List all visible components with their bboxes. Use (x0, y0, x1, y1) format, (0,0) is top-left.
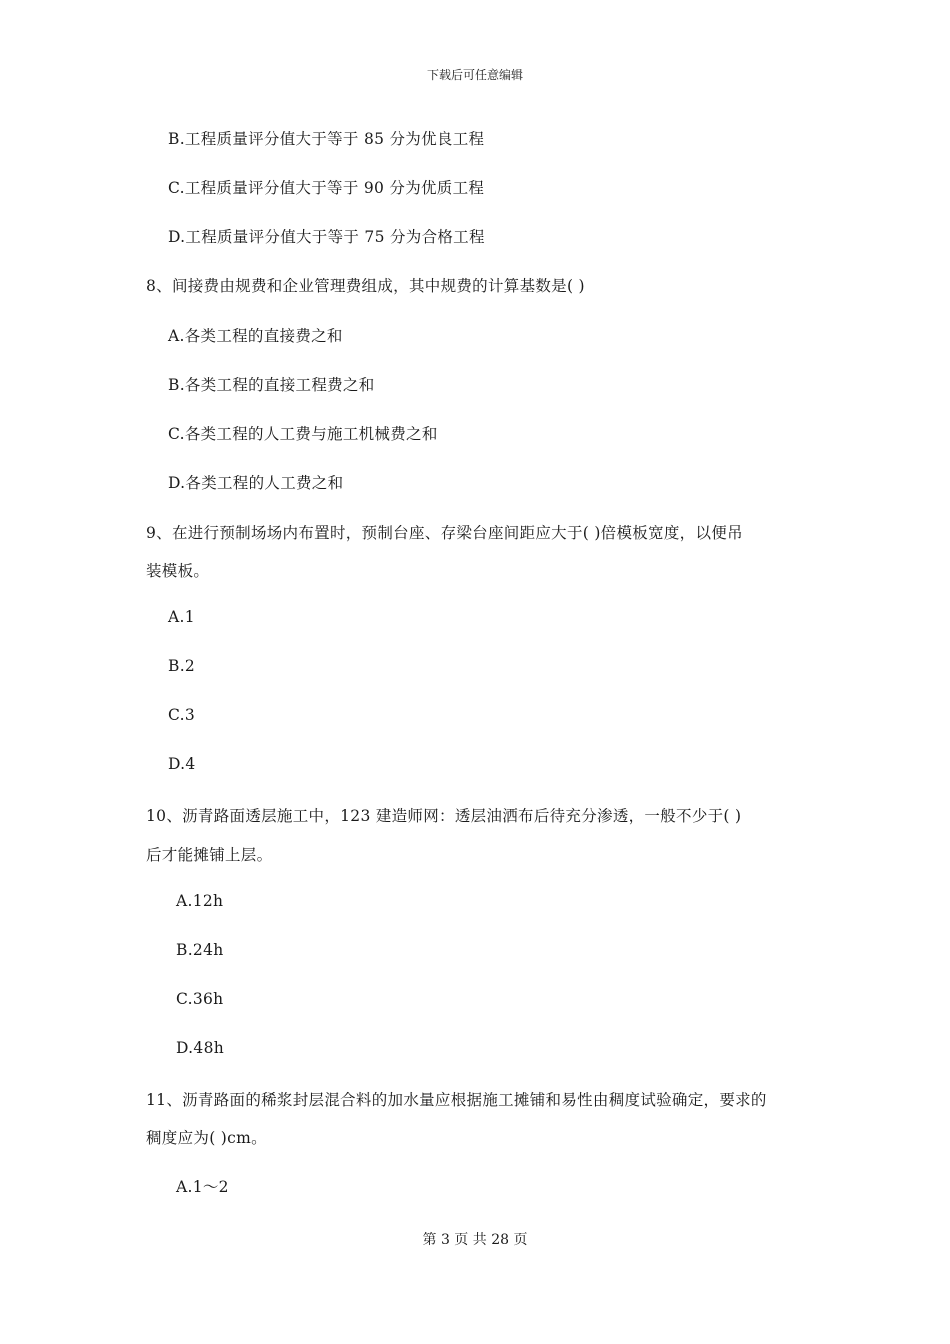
question-9-line-1: 9、在进行预制场场内布置时，预制台座、存梁台座间距应大于( )倍模板宽度，以便吊 (146, 524, 743, 542)
question-11-line-2: 稠度应为( )cm。 (146, 1129, 267, 1147)
option-b-q9: B.2 (168, 657, 196, 675)
question-9-line-2: 装模板。 (146, 562, 210, 580)
option-b-q10: B.24h (176, 941, 224, 959)
option-d-q8: D.各类工程的人工费之和 (168, 474, 344, 492)
option-c-q10: C.36h (176, 990, 224, 1008)
option-b-q8: B.各类工程的直接工程费之和 (168, 376, 375, 394)
page-footer: 第 3 页 共 28 页 (422, 1232, 528, 1248)
question-10-line-2: 后才能摊铺上层。 (146, 846, 273, 864)
option-a-q11: A.1～2 (176, 1178, 229, 1196)
option-d-q7: D.工程质量评分值大于等于 75 分为合格工程 (168, 228, 485, 246)
page-header: 下载后可任意编辑 (426, 68, 523, 82)
option-d-q9: D.4 (168, 755, 196, 773)
option-c-q8: C.各类工程的人工费与施工机械费之和 (168, 425, 438, 443)
question-8: 8、间接费由规费和企业管理费组成，其中规费的计算基数是( ) (146, 277, 585, 295)
option-a-q9: A.1 (168, 608, 195, 626)
option-c-q7: C.工程质量评分值大于等于 90 分为优质工程 (168, 179, 485, 197)
question-11-line-1: 11、沥青路面的稀浆封层混合料的加水量应根据施工摊铺和易性由稠度试验确定，要求的 (146, 1091, 767, 1109)
option-d-q10: D.48h (176, 1039, 225, 1057)
option-b-q7: B.工程质量评分值大于等于 85 分为优良工程 (168, 130, 485, 148)
option-c-q9: C.3 (168, 706, 195, 724)
option-a-q10: A.12h (176, 892, 224, 910)
option-a-q8: A.各类工程的直接费之和 (168, 327, 343, 345)
question-10-line-1: 10、沥青路面透层施工中，123 建造师网：透层油洒布后待充分渗透，一般不少于( ) (146, 807, 742, 825)
